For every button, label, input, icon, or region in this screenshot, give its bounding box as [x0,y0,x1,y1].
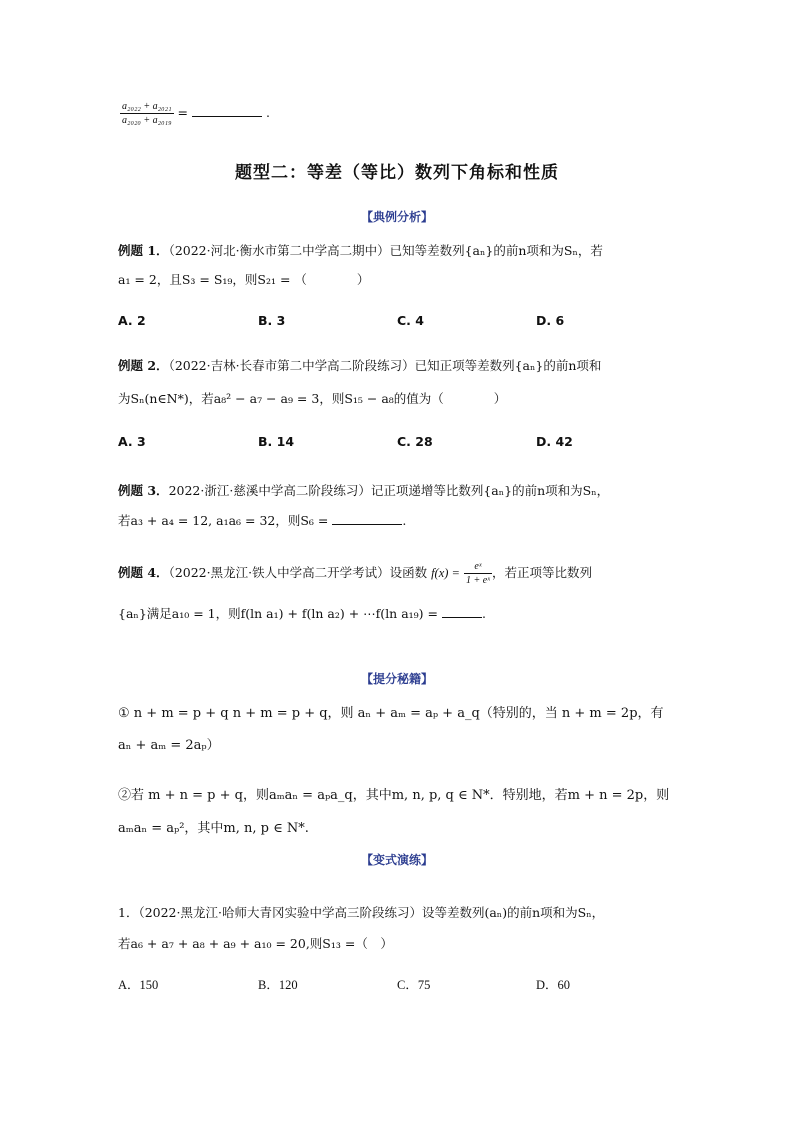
practice-option-d[interactable]: D．60 [536,978,571,992]
example-1-option-a[interactable]: A. 2 [118,313,146,328]
function-f: f(x) = [431,566,460,580]
practice-tag: 【变式演练】 [360,853,433,867]
example-4-period: . [482,606,486,621]
example-4-answer-blank[interactable] [442,617,482,618]
example-4-text-a: （2022·黑龙江·铁人中学高二开学考试）设函数 [168,565,428,580]
fraction-numerator: a₂₀₂₂ + a₂₀₂₁ [122,101,172,112]
example-4-text-b: ，若正项等比数列 [491,565,592,580]
example-1-label: 例题 1． [118,243,169,258]
tip-1-line-1: ① n + m = p + q n + m = p + q，则 aₙ + aₘ = aₚ + a_q（特别的，当 n + m = 2p，有 [118,706,664,721]
tip-1-line-2: aₙ + aₘ = 2aₚ） [118,738,220,753]
example-2-line-2: 为Sₙ(n∈N*)，若a₈² − a₇ − a₉ = 3，则S₁₅ − a₈的值为（ ） [118,391,507,406]
example-1-text: （2022·河北·衡水市第二中学高二期中）已知等差数列{aₙ}的前n项和为Sₙ，若 [168,243,603,258]
function-fraction [464,560,492,587]
tips-tag: 【提分秘籍】 [360,672,433,686]
example-3-label: 例题 3． [118,483,169,498]
example-3-line-1 [118,481,609,499]
tip-2-line-2: aₘaₙ = aₚ²，其中m, n, p ∈ N*. [118,821,309,836]
example-3-text: 2022·浙江·慈溪中学高二阶段练习）记正项递增等比数列{aₙ}的前n项和为Sₙ， [168,483,610,498]
function-numerator: eˣ [464,560,492,574]
example-2-text: （2022·吉林·长春市第二中学高二阶段练习）已知正项等差数列{aₙ}的前n项和 [168,358,602,373]
practice-line-2: 若a₆ + a₇ + a₈ + a₉ + a₁₀ = 20,则S₁₃ =（ ） [118,936,393,951]
function-denominator: 1 + eˣ [465,575,490,586]
example-1-line-2: a₁ = 2，且S₃ = S₁₉，则S₂₁ = （ ） [118,272,370,287]
ratio-fraction [120,100,174,127]
practice-line-1: 1．（2022·黑龙江·哈师大青冈实验中学高三阶段练习）设等差数列(aₙ)的前n项和为Sₙ， [118,905,605,920]
example-2-option-c[interactable]: C. 28 [397,434,433,449]
analysis-tag: 【典例分析】 [360,210,433,224]
example-2-option-a[interactable]: A. 3 [118,434,146,449]
equals-sign: = [177,105,189,120]
example-4-line-2 [118,604,486,622]
example-2-line-1 [118,356,601,374]
example-1-line-1 [118,241,603,259]
example-4-condition: {aₙ}满足a₁₀ = 1，则f(ln a₁) + f(ln a₂) + ⋯f(ln a₁₉) = [118,606,439,621]
practice-option-a[interactable]: A．150 [118,978,159,992]
example-3-period: . [402,513,407,528]
example-2-option-d[interactable]: D. 42 [536,434,573,449]
example-3-condition: 若a₃ + a₄ = 12, a₁a₆ = 32，则S₆ = [118,513,329,528]
tip-2-line-1: ②若 m + n = p + q，则aₘaₙ = aₚa_q，其中m, n, p, q ∈ N*．特别地，若m + n = 2p，则 [118,788,670,803]
top-fraction-expression [120,100,270,127]
example-2-label: 例题 2． [118,358,169,373]
example-1-option-b[interactable]: B. 3 [258,313,286,328]
example-1-option-c[interactable]: C. 4 [397,313,424,328]
example-3-line-2 [118,511,406,529]
period: . [266,105,270,120]
example-2-option-b[interactable]: B. 14 [258,434,295,449]
answer-blank[interactable] [192,116,262,117]
example-4-label: 例题 4． [118,565,169,580]
section-title: 题型二：等差（等比）数列下角标和性质 [235,163,559,183]
example-3-answer-blank[interactable] [332,524,402,525]
fraction-denominator: a₂₀₂₀ + a₂₀₁₉ [122,115,172,126]
practice-option-c[interactable]: C．75 [397,978,431,992]
practice-option-b[interactable]: B．120 [258,978,298,992]
example-4-line-1 [118,560,592,587]
example-1-option-d[interactable]: D. 6 [536,313,565,328]
